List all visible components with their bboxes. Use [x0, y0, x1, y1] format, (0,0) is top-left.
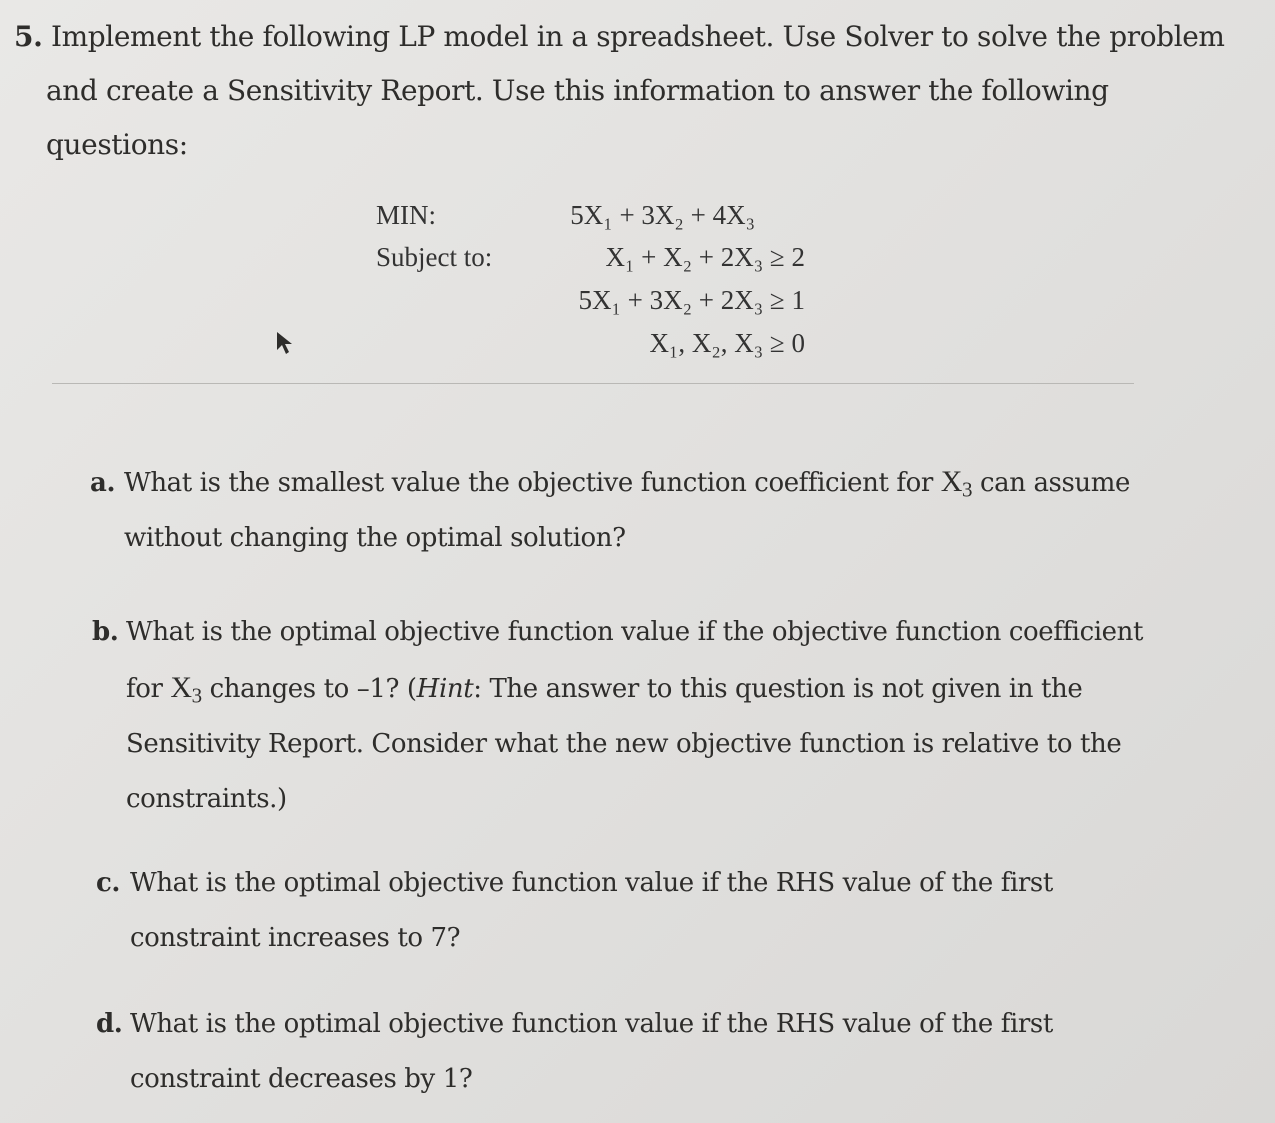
intro-line-2: and create a Sensitivity Report. Use this information to answer the following	[46, 74, 1109, 107]
question-a-letter: a.	[90, 468, 116, 498]
variable-x3	[940, 465, 973, 502]
constraint-1: X₁ + X₂ + 2X₃ ≥ 2	[605, 242, 805, 272]
question-d-text-1: What is the optimal objective function value if the RHS value of the first	[130, 1009, 1053, 1039]
objective-function: 5X₁ + 3X₂ + 4X₃	[570, 200, 755, 230]
question-b-text-4: constraints.)	[126, 784, 287, 814]
question-b	[92, 605, 1143, 827]
intro-text-1: Implement the following LP model in a spreadsheet. Use Solver to solve the problem	[50, 20, 1225, 53]
question-d-text-2: constraint decreases by 1?	[130, 1064, 473, 1094]
lp-model	[0, 0, 1275, 380]
question-b-text-2b: changes to –1? (	[201, 674, 417, 704]
divider	[52, 383, 1134, 384]
question-a-text-1: What is the smallest value the objective function coefficient for	[124, 468, 941, 498]
question-b-text-3: Sensitivity Report. Consider what the new objective function is relative to the	[126, 729, 1122, 759]
question-b-letter: b.	[92, 617, 119, 647]
min-label: MIN:	[376, 200, 436, 230]
subject-to-label: Subject to:	[376, 242, 493, 272]
question-d-letter: d.	[96, 1009, 123, 1039]
nonnegativity-constraint: X₁, X₂, X₃ ≥ 0	[649, 328, 805, 358]
question-c-text-1: What is the optimal objective function value if the RHS value of the first	[130, 868, 1053, 898]
question-d	[96, 997, 1053, 1107]
constraint-2: 5X₁ + 3X₂ + 2X₃ ≥ 1	[578, 285, 805, 315]
intro-line-3: questions:	[46, 128, 188, 161]
question-c	[96, 856, 1053, 966]
question-a-text-1b: can assume	[972, 468, 1131, 498]
variable-x3	[170, 671, 202, 708]
hint-label: Hint	[416, 674, 474, 704]
question-b-text-2c: : The answer to this question is not given in the	[473, 674, 1083, 704]
question-b-text-2a: for	[126, 674, 171, 704]
question-c-text-2: constraint increases to 7?	[130, 923, 461, 953]
variable-x: X	[940, 465, 962, 498]
question-a-text-2: without changing the optimal solution?	[124, 523, 626, 553]
mouse-pointer-icon	[275, 330, 297, 358]
variable-subscript: 3	[191, 683, 202, 708]
problem-number: 5.	[14, 20, 43, 53]
variable-subscript: 3	[962, 477, 973, 502]
question-c-letter: c.	[96, 868, 121, 898]
question-a	[90, 454, 1130, 566]
variable-x: X	[170, 671, 192, 704]
question-b-text-1: What is the optimal objective function value if the objective function coefficient	[126, 617, 1144, 647]
